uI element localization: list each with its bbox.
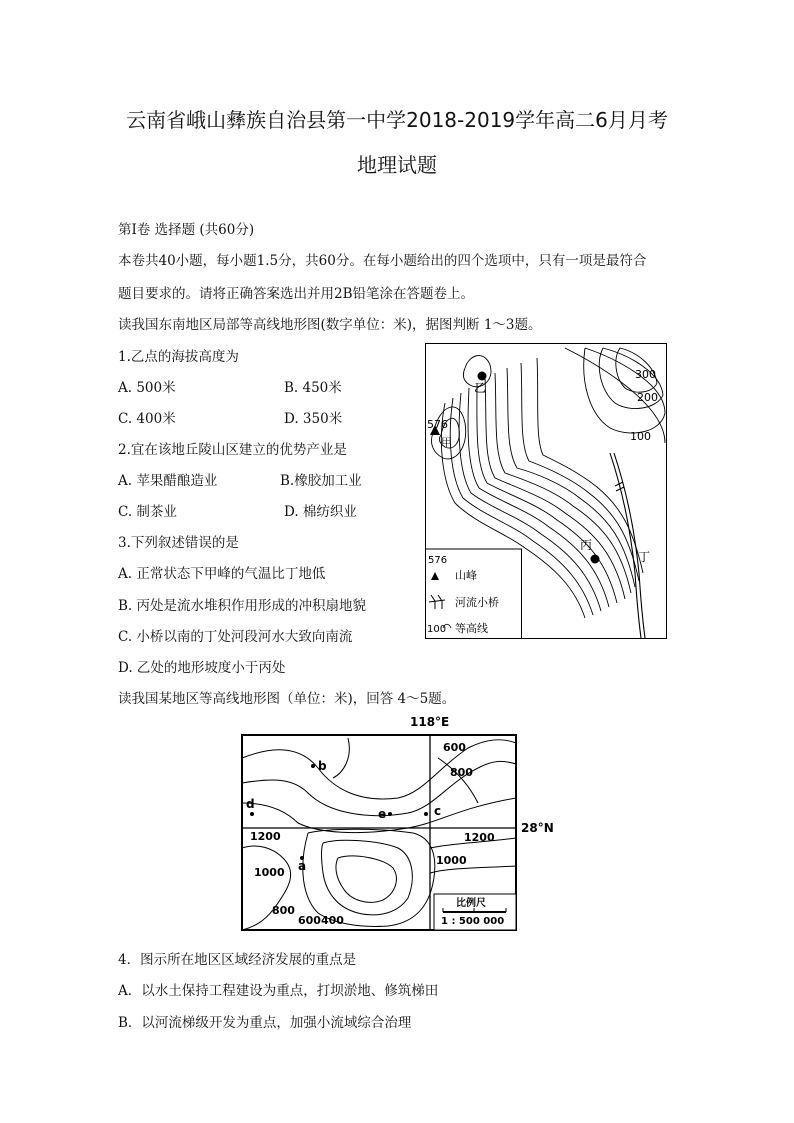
q2-option-a: A. 苹果醋酿造业 (118, 473, 218, 489)
page-subtitle: 地理试题 (357, 153, 437, 177)
legend-peak-value: 576 (428, 555, 448, 566)
map2-scale-title: 比例尺 (456, 898, 486, 909)
map1-point-ding-label: 丁 (638, 550, 651, 564)
map2-scale-value: 1 : 500 000 (441, 916, 505, 927)
legend-contour-value: 100 (427, 624, 447, 635)
page-title: 云南省峨山彝族自治县第一中学2018-2019学年高二6月月考 (126, 108, 668, 132)
map1-contour-100: 100 (630, 430, 651, 443)
q3-option-c: C. 小桥以南的丁处河段河水大致向南流 (118, 629, 353, 645)
q4-stem: 4．图示所在地区区域经济发展的重点是 (118, 952, 357, 968)
map2-contour-1000-left: 1000 (254, 866, 285, 879)
legend-bridge-label: 河流小桥 (455, 596, 499, 609)
map1-peak-value: 576 (427, 418, 448, 431)
q3-stem: 3.下列叙述错误的是 (118, 535, 239, 551)
map1-contour-200: 200 (637, 391, 658, 404)
section-heading: 第Ⅰ卷 选择题 (共60分) (118, 222, 255, 238)
q3-option-d: D. 乙处的地形坡度小于丙处 (118, 660, 286, 676)
legend-peak-label: 山峰 (455, 569, 477, 582)
map1-contour-300: 300 (635, 368, 656, 381)
map1-point-bing-label: 丙 (580, 538, 593, 552)
map2-contour-600400: 600400 (298, 914, 344, 927)
q4-option-a: A．以水土保持工程建设为重点，打坝淤地、修筑梯田 (118, 983, 439, 999)
instructions-line-1: 本卷共40小题，每小题1.5分，共60分。在每小题给出的四个选项中，只有一项是最符合 (118, 253, 647, 269)
map2-point-c: c (434, 804, 442, 818)
map1-point-yi-label: 乙 (474, 381, 487, 395)
q3-option-b: B. 丙处是流水堆积作用形成的冲积扇地貌 (118, 598, 367, 614)
map2-contour-800: 800 (450, 766, 473, 779)
map2-latitude-label: 28°N (521, 821, 554, 835)
q2-option-c: C. 制茶业 (118, 504, 177, 520)
q1-stem: 1.乙点的海拔高度为 (118, 349, 239, 365)
q4-option-b: B．以河流梯级开发为重点，加强小流域综合治理 (118, 1015, 412, 1031)
group2-intro: 读我国某地区等高线地形图（单位：米)，回答 4～5题。 (118, 691, 456, 707)
q1-option-a: A. 500米 (118, 380, 176, 396)
map2-point-d: d (246, 797, 255, 811)
map1-point-jia-label: 甲 (441, 436, 452, 449)
contour-map-region (238, 708, 568, 933)
map2-contour-800-bottom: 800 (272, 904, 295, 917)
group1-intro: 读我国东南地区局部等高线地形图(数字单位：米)，据图判断 1～3题。 (118, 317, 542, 333)
map2-contour-1000-right: 1000 (436, 854, 467, 867)
map2-point-a: a (298, 859, 307, 873)
map2-contour-1200-left: 1200 (250, 830, 281, 843)
map2-point-e: e (378, 807, 387, 821)
q1-option-c: C. 400米 (118, 411, 176, 427)
map2-contour-1200-right: 1200 (464, 831, 495, 844)
q3-option-a: A. 正常状态下甲峰的气温比丁地低 (118, 566, 326, 582)
instructions-line-2: 题目要求的。请将正确答案选出并用2B铅笔涂在答题卷上。 (118, 286, 475, 302)
map2-point-b: b (318, 759, 327, 773)
contour-map-southeast (425, 343, 667, 639)
map2-contour-600: 600 (443, 741, 466, 754)
map2-longitude-label: 118°E (410, 715, 450, 729)
q2-stem: 2.宜在该地丘陵山区建立的优势产业是 (118, 442, 347, 458)
q1-option-d: D. 350米 (284, 411, 343, 427)
q2-option-b: B.橡胶加工业 (280, 473, 362, 489)
q1-option-b: B. 450米 (284, 380, 342, 396)
legend-contour-label: 等高线 (455, 622, 488, 635)
q2-option-d: D. 棉纺织业 (284, 504, 357, 520)
